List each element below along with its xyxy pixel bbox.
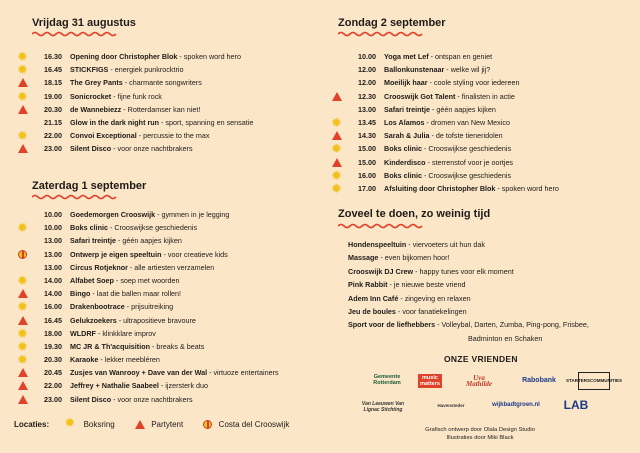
event-name: Opening door Christopher Blok bbox=[70, 52, 178, 61]
event-row bbox=[18, 116, 318, 129]
event-description bbox=[384, 182, 559, 195]
event-time: 20.30 bbox=[44, 355, 62, 365]
event-description bbox=[384, 50, 492, 63]
partytent-triangle-icon bbox=[332, 92, 342, 102]
event-row bbox=[332, 182, 632, 195]
event-row bbox=[18, 353, 318, 366]
event-time: 13.00 bbox=[44, 262, 62, 272]
partytent-triangle-icon bbox=[332, 158, 342, 168]
todo-title: Zoveel te doen, zo weinig tijd bbox=[338, 208, 491, 220]
todo-item-desc: - je nieuwe beste vriend bbox=[387, 280, 466, 290]
event-description bbox=[70, 261, 214, 274]
event-name: de Wannebiezz bbox=[70, 104, 122, 114]
event-description bbox=[70, 274, 179, 287]
event-name: STICKFIGS bbox=[70, 65, 109, 75]
event-name: Safari treintje bbox=[384, 104, 430, 114]
design-credit: Grafisch ontwerp door Olala Design Studio bbox=[425, 427, 535, 433]
event-time: 15.00 bbox=[358, 157, 376, 167]
event-row bbox=[332, 50, 632, 63]
event-name: Jeffrey + Nathalie Saabeel bbox=[70, 381, 159, 391]
event-name: Ontwerp je eigen speeltuin bbox=[70, 249, 162, 259]
friends-title: ONZE VRIENDEN bbox=[444, 354, 518, 364]
boksring-sun-icon bbox=[18, 223, 28, 233]
event-description bbox=[384, 63, 490, 76]
boksring-sun-icon bbox=[18, 131, 28, 141]
saturday-title: Zaterdag 1 september bbox=[32, 180, 147, 192]
event-time: 16.00 bbox=[44, 302, 62, 312]
event-name: Yoga met Lef bbox=[384, 52, 429, 61]
todo-item bbox=[348, 251, 638, 264]
event-name: Sarah & Julia bbox=[384, 131, 430, 141]
boksring-sun-icon bbox=[18, 65, 28, 75]
illustration-credit: Illustraties door Miki Black bbox=[446, 435, 514, 441]
partytent-triangle-icon bbox=[18, 381, 28, 391]
event-detail: - gymmen in je legging bbox=[155, 210, 230, 219]
event-name: Safari treintje bbox=[70, 236, 116, 246]
event-time: 15.00 bbox=[358, 144, 376, 154]
event-detail: - spoken word hero bbox=[177, 52, 241, 61]
todo-item-desc: - viervoeters uit hun dak bbox=[406, 240, 486, 249]
event-row bbox=[332, 103, 632, 116]
event-time: 13.00 bbox=[44, 236, 62, 246]
event-row bbox=[332, 129, 632, 142]
event-row bbox=[332, 90, 632, 103]
event-name: Boks clinic bbox=[384, 170, 422, 180]
event-time: 18.15 bbox=[44, 78, 62, 88]
event-description bbox=[70, 50, 241, 63]
event-row bbox=[18, 274, 318, 287]
boksring-sun-icon bbox=[18, 92, 28, 102]
event-name: MC JR & Th'acquisition bbox=[70, 341, 150, 351]
event-row bbox=[18, 261, 318, 274]
event-row bbox=[18, 248, 318, 261]
boksring-sun-icon bbox=[18, 52, 28, 62]
todo-item-name: Hondenspeeltuin bbox=[348, 240, 407, 249]
event-time: 23.00 bbox=[44, 144, 62, 154]
event-detail: - charmante songwriters bbox=[122, 78, 202, 88]
partytent-triangle-icon bbox=[18, 316, 28, 326]
event-row bbox=[18, 314, 318, 327]
event-name: Goedemorgen Crooswijk bbox=[70, 210, 156, 219]
event-description bbox=[70, 300, 173, 313]
event-description bbox=[70, 234, 182, 247]
event-row bbox=[18, 208, 318, 221]
event-row bbox=[18, 90, 318, 103]
event-description bbox=[384, 103, 496, 116]
partytent-triangle-icon bbox=[18, 144, 28, 154]
partytent-triangle-icon bbox=[18, 395, 28, 405]
event-row bbox=[18, 76, 318, 89]
event-time: 10.00 bbox=[358, 52, 376, 61]
event-name: Moeilijk haar bbox=[384, 78, 428, 88]
event-time: 12.30 bbox=[358, 91, 376, 101]
event-name: Sonicrocket bbox=[70, 91, 112, 101]
partytent-triangle-icon bbox=[18, 289, 28, 299]
todo-item-desc: - even bijkomen hoor! bbox=[378, 253, 450, 263]
friday-title: Vrijdag 31 augustus bbox=[32, 17, 136, 29]
event-detail: - ijzersterk duo bbox=[158, 381, 209, 391]
event-time: 10.00 bbox=[44, 210, 62, 219]
event-row bbox=[332, 116, 632, 129]
costa-coin-icon bbox=[18, 250, 28, 260]
boksring-sun-icon bbox=[18, 355, 28, 365]
event-description bbox=[70, 248, 228, 261]
event-description bbox=[70, 103, 200, 116]
event-name: Glow in the dark night run bbox=[70, 117, 160, 127]
event-detail: - soep met woorden bbox=[113, 275, 180, 285]
sunday-title: Zondag 2 september bbox=[338, 17, 446, 29]
event-detail: - géén aapjes kijken bbox=[429, 104, 496, 114]
event-description bbox=[70, 142, 193, 155]
todo-item-desc: - zingeving en relaxen bbox=[398, 293, 471, 303]
event-description bbox=[70, 340, 204, 353]
event-detail: - fijne funk rock bbox=[111, 91, 162, 101]
boksring-sun-icon bbox=[18, 302, 28, 312]
event-time: 17.00 bbox=[358, 183, 376, 193]
event-time: 16.30 bbox=[44, 52, 62, 61]
event-name: The Grey Pants bbox=[70, 78, 123, 88]
event-detail: - géén aapjes kijken bbox=[115, 236, 182, 246]
friday-wave-divider bbox=[32, 31, 118, 37]
event-detail: - welke wil jij? bbox=[444, 65, 491, 75]
event-detail: - dromen van New Mexico bbox=[424, 117, 510, 127]
event-description bbox=[70, 327, 156, 340]
event-description bbox=[70, 366, 279, 379]
todo-item-desc: - Volleybal, Darten, Zumba, Ping-pong, Frisbee, bbox=[435, 320, 589, 330]
location-name: Partytent bbox=[151, 419, 184, 429]
event-row bbox=[18, 103, 318, 116]
event-description bbox=[70, 353, 160, 366]
todo-list bbox=[348, 238, 638, 345]
event-description bbox=[70, 90, 162, 103]
event-name: Ballonkunstenaar bbox=[384, 65, 445, 75]
event-name: Boks clinic bbox=[70, 223, 108, 233]
event-description bbox=[384, 129, 503, 142]
event-row bbox=[18, 379, 318, 392]
event-detail: - Crooswijkse geschiedenis bbox=[421, 170, 512, 180]
event-time: 19.30 bbox=[44, 341, 62, 351]
boksring-sun-icon bbox=[332, 171, 342, 181]
event-detail: - sport, spanning en sensatie bbox=[159, 117, 254, 127]
event-detail: - Crooswijkse geschiedenis bbox=[107, 223, 198, 233]
boksring-sun-icon bbox=[18, 342, 28, 352]
event-time: 20.30 bbox=[44, 104, 62, 114]
partytent-triangle-icon bbox=[18, 78, 28, 88]
event-name: Crooswijk Got Talent bbox=[384, 91, 456, 101]
boksring-sun-icon bbox=[18, 329, 28, 339]
event-description bbox=[70, 393, 193, 406]
location-name: Boksring bbox=[83, 419, 115, 429]
event-row bbox=[18, 366, 318, 379]
starters-communities-logo: STARTERSCOMMUNITIES bbox=[578, 372, 610, 390]
event-name: Silent Disco bbox=[70, 394, 112, 404]
location-name: Costa del Crooswijk bbox=[218, 419, 290, 429]
boksring-sun-icon bbox=[18, 276, 28, 286]
van-leeuwen-logo: Van Leeuwen Van Lignac Stichting bbox=[361, 401, 405, 413]
event-detail: - de tofste tieneridolen bbox=[429, 131, 503, 141]
event-time: 13.00 bbox=[358, 104, 376, 114]
todo-item-name: Jeu de boules bbox=[348, 307, 396, 317]
event-time: 19.00 bbox=[44, 91, 62, 101]
lab-logo: LAB bbox=[563, 398, 589, 412]
partytent-triangle-icon bbox=[18, 105, 28, 115]
event-detail: - ontspan en geniet bbox=[428, 52, 493, 61]
event-time: 13.00 bbox=[44, 249, 62, 259]
event-detail: - ultrapositieve bravoure bbox=[116, 315, 196, 325]
event-detail: - coole styling voor iedereen bbox=[427, 78, 520, 88]
event-description bbox=[70, 116, 253, 129]
event-row bbox=[332, 63, 632, 76]
event-name: Karaoke bbox=[70, 355, 99, 365]
event-row bbox=[18, 393, 318, 406]
event-detail: - percussie to the max bbox=[136, 131, 210, 141]
event-detail: - laat die ballen maar rollen! bbox=[90, 289, 182, 299]
event-name: Silent Disco bbox=[70, 144, 112, 154]
event-time: 20.45 bbox=[44, 368, 62, 378]
event-row bbox=[18, 50, 318, 63]
event-description bbox=[70, 63, 183, 76]
event-description bbox=[384, 156, 513, 169]
event-description bbox=[384, 142, 511, 155]
event-time: 16.45 bbox=[44, 315, 62, 325]
event-detail: - voor onze nachtbrakers bbox=[111, 144, 193, 154]
event-name: Zusjes van Wanrooy + Dave van der Wal bbox=[70, 368, 208, 378]
credits bbox=[390, 426, 570, 442]
event-name: Gelukzoekers bbox=[70, 315, 117, 325]
partytent-triangle-icon bbox=[332, 131, 342, 141]
event-detail: - prijsuitreiking bbox=[124, 302, 174, 312]
event-description bbox=[384, 90, 515, 103]
event-row bbox=[18, 142, 318, 155]
event-name: Afsluiting door Christopher Blok bbox=[384, 183, 496, 193]
rabobank-logo: Rabobank bbox=[522, 377, 556, 384]
event-row bbox=[332, 142, 632, 155]
partytent-triangle-icon bbox=[135, 419, 145, 428]
event-time: 10.00 bbox=[44, 223, 62, 233]
event-detail: - spoken word hero bbox=[495, 183, 559, 193]
event-detail: - voor creatieve kids bbox=[161, 249, 228, 259]
todo-item-desc: - voor fanatiekelingen bbox=[395, 307, 467, 317]
event-description bbox=[70, 129, 209, 142]
saturday-events bbox=[18, 208, 318, 406]
event-row bbox=[18, 327, 318, 340]
event-description bbox=[384, 116, 510, 129]
gemeente-rotterdam-logo: Gemeente Rotterdam bbox=[373, 374, 401, 386]
todo-item-name: Massage bbox=[348, 253, 379, 263]
todo-item bbox=[348, 292, 638, 305]
uva-mathilde-logo: Uva Mathilde bbox=[465, 374, 493, 388]
event-time: 14.30 bbox=[358, 131, 376, 141]
todo-item-desc: - happy tunes voor elk moment bbox=[413, 266, 514, 276]
event-description bbox=[70, 314, 196, 327]
event-time: 21.15 bbox=[44, 117, 62, 127]
event-detail: - virtuoze entertainers bbox=[207, 368, 279, 378]
event-row bbox=[332, 156, 632, 169]
event-detail: - Rotterdamser kan niet! bbox=[121, 104, 201, 114]
event-time: 12.00 bbox=[358, 65, 376, 75]
event-name: Circus Rotjeknor bbox=[70, 262, 128, 272]
event-row bbox=[18, 300, 318, 313]
event-time: 12.00 bbox=[358, 78, 376, 88]
boksring-sun-icon bbox=[332, 184, 342, 194]
todo-item-name: Sport voor de liefhebbers bbox=[348, 320, 436, 330]
boksring-sun-icon bbox=[65, 418, 77, 430]
todo-wave-divider bbox=[338, 223, 424, 229]
event-time: 18.00 bbox=[44, 328, 62, 338]
event-name: Bingo bbox=[70, 289, 91, 299]
music-matters-logo: music matters bbox=[418, 374, 442, 388]
event-detail: - lekker meebléren bbox=[98, 355, 160, 365]
event-time: 14.00 bbox=[44, 289, 62, 299]
wijkbadtgroen-logo: wijkbadtgroen.nl bbox=[492, 402, 540, 408]
saturday-wave-divider bbox=[32, 194, 118, 200]
event-detail: - breaks & beats bbox=[149, 341, 205, 351]
sunday-wave-divider bbox=[338, 31, 424, 37]
event-description bbox=[70, 221, 197, 234]
event-time: 13.45 bbox=[358, 117, 376, 127]
event-row bbox=[18, 234, 318, 247]
event-detail: - energiek punkrocktrio bbox=[108, 65, 184, 75]
todo-item bbox=[348, 318, 638, 331]
locations-legend bbox=[14, 418, 289, 430]
havensteder-logo: Havensteder bbox=[437, 403, 465, 408]
event-row bbox=[18, 340, 318, 353]
event-row bbox=[18, 221, 318, 234]
event-detail: - alle artiesten verzamelen bbox=[127, 262, 215, 272]
event-row bbox=[18, 129, 318, 142]
event-description bbox=[384, 169, 511, 182]
event-detail: - finalisten in actie bbox=[455, 91, 515, 101]
event-time: 14.00 bbox=[44, 275, 62, 285]
event-detail: - klinkklare improv bbox=[95, 328, 156, 338]
event-name: Los Alamos bbox=[384, 117, 425, 127]
event-time: 22.00 bbox=[44, 131, 62, 141]
todo-item bbox=[348, 265, 638, 278]
event-name: WLDRF bbox=[70, 328, 96, 338]
event-name: Boks clinic bbox=[384, 144, 422, 154]
event-name: Kinderdisco bbox=[384, 157, 426, 167]
todo-continuation: Badminton en Schaken bbox=[468, 333, 543, 343]
event-row bbox=[18, 63, 318, 76]
partytent-triangle-icon bbox=[18, 368, 28, 378]
costa-coin-icon bbox=[203, 419, 212, 428]
todo-item bbox=[348, 278, 638, 291]
event-detail: - sterrenstof voor je oortjes bbox=[425, 157, 514, 167]
event-time: 16.45 bbox=[44, 65, 62, 75]
sunday-events bbox=[332, 50, 632, 195]
todo-item-name: Pink Rabbit bbox=[348, 280, 388, 290]
event-description bbox=[70, 379, 208, 392]
event-row bbox=[332, 169, 632, 182]
friday-events bbox=[18, 50, 318, 156]
locations-label: Locaties: bbox=[14, 419, 50, 429]
event-name: Convoi Exceptional bbox=[70, 131, 137, 141]
event-time: 23.00 bbox=[44, 394, 62, 404]
todo-item-name: Adem Inn Café bbox=[348, 293, 399, 303]
event-description bbox=[70, 76, 202, 89]
event-row bbox=[18, 287, 318, 300]
event-description bbox=[70, 208, 229, 221]
boksring-sun-icon bbox=[332, 118, 342, 128]
event-time: 16.00 bbox=[358, 170, 376, 180]
event-description bbox=[70, 287, 181, 300]
todo-item-name: Crooswijk DJ Crew bbox=[348, 266, 414, 276]
event-name: Drakenbootrace bbox=[70, 302, 125, 312]
event-description bbox=[384, 76, 519, 89]
boksring-sun-icon bbox=[332, 144, 342, 154]
todo-item bbox=[348, 305, 638, 318]
event-time: 22.00 bbox=[44, 381, 62, 391]
event-detail: - voor onze nachtbrakers bbox=[111, 394, 193, 404]
event-row bbox=[332, 76, 632, 89]
todo-item bbox=[348, 238, 638, 251]
event-name: Alfabet Soep bbox=[70, 275, 114, 285]
event-detail: - Crooswijkse geschiedenis bbox=[421, 144, 512, 154]
